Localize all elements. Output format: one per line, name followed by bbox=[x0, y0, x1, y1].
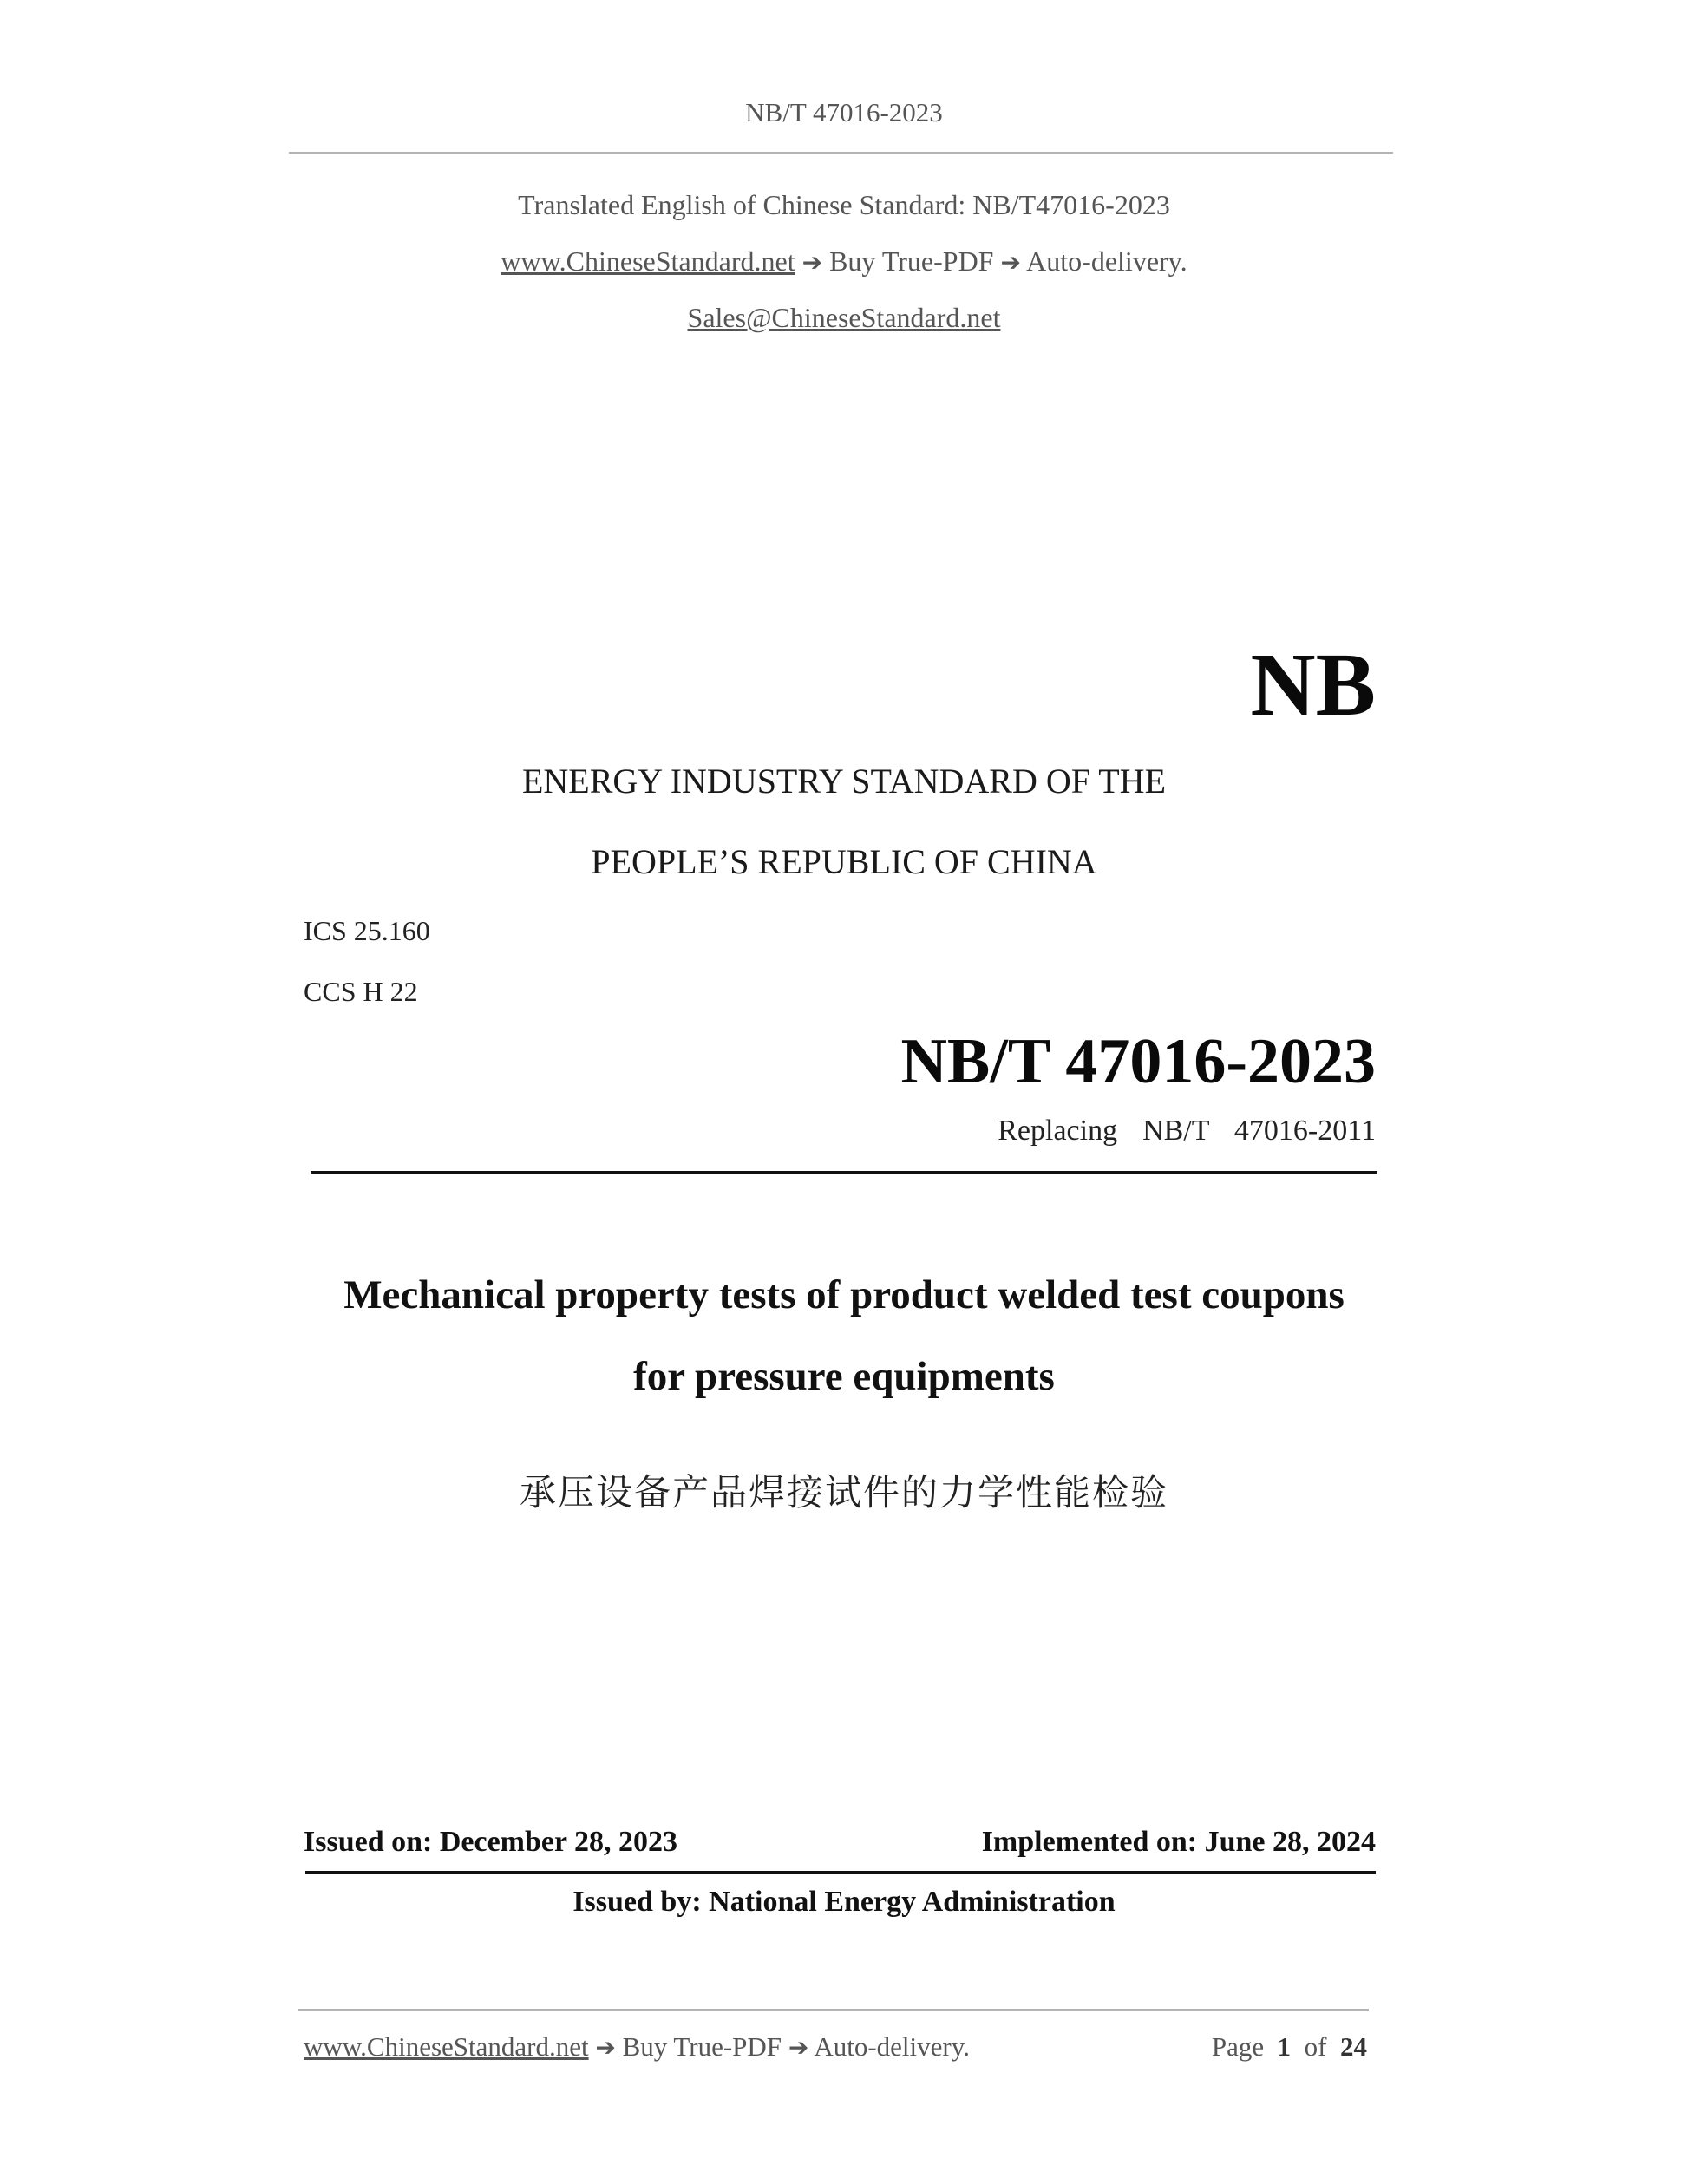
sales-line bbox=[0, 302, 1688, 334]
english-title-line1: Mechanical property tests of product welded test coupons bbox=[343, 1272, 1345, 1318]
issued-on-date: Issued on: December 28, 2023 bbox=[304, 1826, 677, 1858]
arrow-right-icon: ➔ bbox=[1000, 248, 1021, 277]
translation-notice: Translated English of Chinese Standard: NB/T47016-2023 bbox=[518, 189, 1170, 220]
footer-buy-text: Buy True-PDF bbox=[622, 2031, 782, 2062]
issue-divider bbox=[305, 1871, 1376, 1874]
page-label: Page bbox=[1211, 2031, 1265, 2062]
cover-divider bbox=[311, 1171, 1377, 1174]
arrow-right-icon: ➔ bbox=[801, 248, 823, 277]
ics-code: ICS 25.160 bbox=[304, 915, 430, 946]
page-total: 24 bbox=[1340, 2031, 1367, 2062]
issued-by: Issued by: National Energy Administration bbox=[572, 1886, 1116, 1918]
page-current: 1 bbox=[1277, 2031, 1292, 2062]
implemented-on-date: Implemented on: June 28, 2024 bbox=[981, 1826, 1376, 1858]
english-title-line2: for pressure equipments bbox=[633, 1354, 1055, 1399]
standard-type-line1: ENERGY INDUSTRY STANDARD OF THE bbox=[521, 762, 1166, 801]
header-divider bbox=[289, 152, 1393, 154]
buy-text: Buy True-PDF bbox=[829, 245, 994, 277]
nb-mark: NB bbox=[1250, 635, 1376, 735]
ccs-code: CCS H 22 bbox=[304, 976, 418, 1007]
arrow-right-icon: ➔ bbox=[788, 2033, 809, 2062]
arrow-right-icon: ➔ bbox=[595, 2033, 616, 2062]
chinese-title: 承压设备产品焊接试件的力学性能检验 bbox=[519, 1471, 1168, 1514]
replacing-note: Replacing NB/T 47016-2011 bbox=[998, 1115, 1376, 1147]
running-header: NB/T 47016-2023 bbox=[745, 97, 943, 128]
footer-buy-line bbox=[304, 2031, 970, 2063]
delivery-text: Auto-delivery. bbox=[1026, 245, 1187, 277]
email-link[interactable]: Sales@ChineseStandard.net bbox=[687, 302, 1001, 333]
website-link[interactable]: www.ChineseStandard.net bbox=[501, 245, 795, 277]
footer-divider bbox=[298, 2009, 1369, 2011]
standard-type-line2: PEOPLE’S REPUBLIC OF CHINA bbox=[591, 842, 1097, 881]
page-indicator bbox=[1041, 2031, 1367, 2063]
page-of: of bbox=[1304, 2031, 1327, 2062]
buy-line bbox=[0, 245, 1688, 278]
footer-delivery-text: Auto-delivery. bbox=[814, 2031, 970, 2062]
standard-number: NB/T 47016-2023 bbox=[900, 1026, 1376, 1097]
footer-website-link[interactable]: www.ChineseStandard.net bbox=[304, 2031, 589, 2062]
